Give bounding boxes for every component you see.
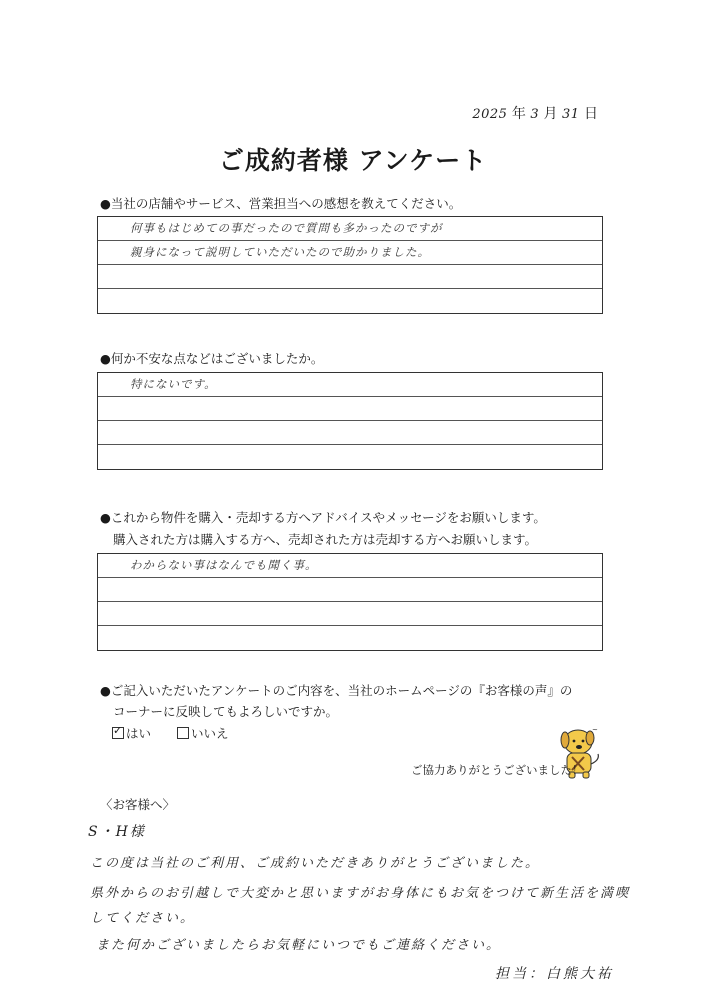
thanks-message: ご協力ありがとうございました！ [411, 763, 584, 777]
answer-box-impressions [97, 216, 603, 314]
answer-text: 何事もはじめての事だったので質問も多かったのですが [130, 221, 443, 235]
answer-line [98, 265, 602, 289]
answer-text: わからない事はなんでも聞く事。 [130, 558, 318, 572]
answer-box-advice [97, 553, 603, 651]
letter-line: してください。 [90, 911, 196, 926]
question-advice: ●これから物件を購入・売却する方へアドバイスやメッセージをお願いします。 [100, 510, 546, 525]
date-day-suffix: 日 [584, 106, 598, 122]
consent-yes-checkbox[interactable] [112, 727, 124, 739]
letter-signature: 担当：白熊大祐 [495, 966, 614, 982]
letter-line: また何かございましたらお気軽にいつでもご連絡ください。 [96, 938, 502, 953]
answer-line [98, 602, 602, 626]
svg-text:~: ~ [592, 726, 598, 734]
answer-line [98, 217, 602, 241]
survey-date [472, 103, 598, 123]
to-customer-label: 〈お客様へ〉 [100, 797, 176, 812]
consent-options [112, 724, 229, 742]
letter-line: 県外からのお引越しで大変かと思いますがお身体にもお気をつけて新生活を満喫 [90, 886, 631, 901]
letter-line: この度は当社のご利用、ご成約いただきありがとうございました。 [90, 856, 541, 871]
consent-no-label: いいえ [190, 726, 229, 741]
answer-text: 特にないです。 [130, 377, 217, 391]
answer-text: 親身になって説明していただいたので助かりました。 [130, 245, 430, 259]
answer-line [98, 578, 602, 602]
answer-line [98, 626, 602, 650]
letter-salutation: S・H様 [88, 824, 146, 840]
answer-line [98, 397, 602, 421]
page-title: ご成約者様 アンケート [218, 146, 488, 175]
answer-line [98, 373, 602, 397]
answer-box-concerns [97, 372, 603, 470]
question-consent-sub: コーナーに反映してもよろしいですか。 [113, 704, 339, 719]
question-impressions: ●当社の店舗やサービス、営業担当への感想を教えてください。 [100, 196, 462, 211]
answer-line [98, 554, 602, 578]
consent-no-checkbox[interactable] [177, 727, 189, 739]
date-month: 3 [530, 107, 540, 122]
question-concerns: ●何か不安な点などはございましたか。 [100, 351, 324, 366]
consent-yes-label: はい [126, 726, 152, 741]
date-year-suffix: 年 [511, 106, 526, 122]
answer-line [98, 445, 602, 469]
answer-line [98, 421, 602, 445]
answer-line [98, 241, 602, 265]
date-month-suffix: 月 [543, 106, 558, 122]
question-advice-sub: 購入された方は購入する方へ、売却された方は売却する方へお願いします。 [113, 532, 538, 547]
date-year: 2025 [472, 107, 508, 122]
question-consent: ●ご記入いただいたアンケートのご内容を、当社のホームページの『お客様の声』の [100, 683, 573, 698]
date-day: 31 [562, 107, 580, 122]
answer-line [98, 289, 602, 313]
